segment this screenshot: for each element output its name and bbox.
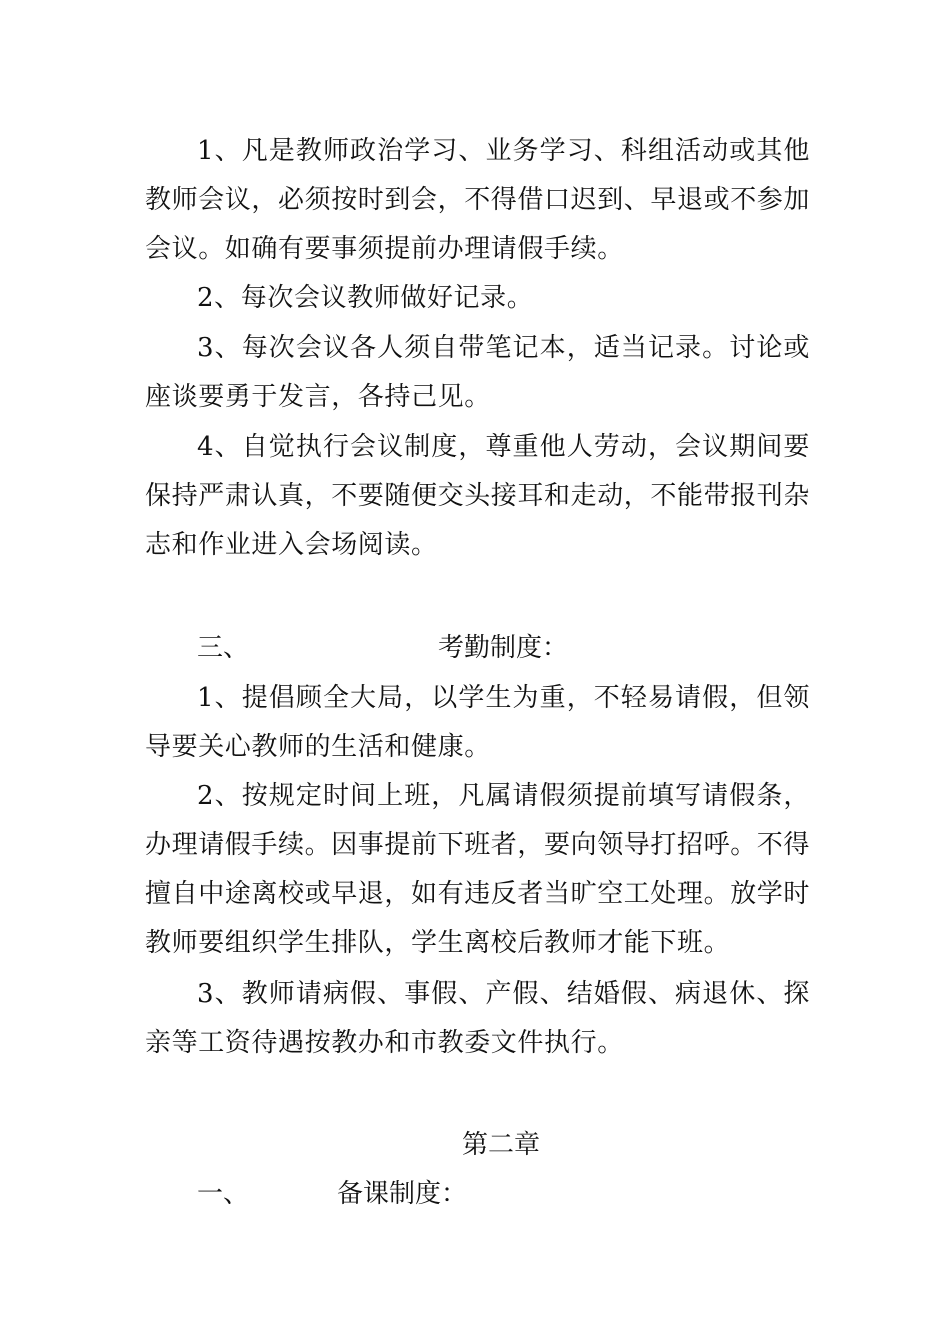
attendance-section-title: 考勤制度： xyxy=(438,633,569,663)
meeting-rule-1: 1、凡是教师政治学习、业务学习、科组活动或其他教师会议，必须按时到会，不得借口迟到、早退或不参加会议。如确有要事须提前办理请假手续。 xyxy=(145,136,811,264)
attendance-rule-1: 1、提倡顾全大局，以学生为重，不轻易请假，但领导要关心教师的生活和健康。 xyxy=(145,683,810,762)
meeting-rule-4: 4、自觉执行会议制度，尊重他人劳动，会议期间要保持严肃认真，不要随便交头接耳和走动，不能带报刊杂志和作业进入会场阅读。 xyxy=(145,432,811,560)
lesson-prep-section-title: 备课制度： xyxy=(337,1179,468,1209)
meeting-rule-3: 3、每次会议各人须自带笔记本，适当记录。讨论或座谈要勇于发言，各持己见。 xyxy=(145,333,810,412)
attendance-section-number: 三、 xyxy=(197,633,250,663)
meeting-rule-2: 2、每次会议教师做好记录。 xyxy=(197,283,534,313)
chapter-title: 第二章 xyxy=(462,1130,541,1160)
attendance-rule-2: 2、按规定时间上班，凡属请假须提前填写请假条，办理请假手续。因事提前下班者，要向领导打招呼。不得擅自中途离校或早退，如有违反者当旷空工处理。放学时教师要组织学生排队，学生离校后教师才能下班。 xyxy=(145,781,811,958)
lesson-prep-section-number: 一、 xyxy=(197,1179,250,1209)
attendance-rule-3: 3、教师请病假、事假、产假、结婚假、病退休、探亲等工资待遇按教办和市教委文件执行。 xyxy=(145,979,810,1058)
